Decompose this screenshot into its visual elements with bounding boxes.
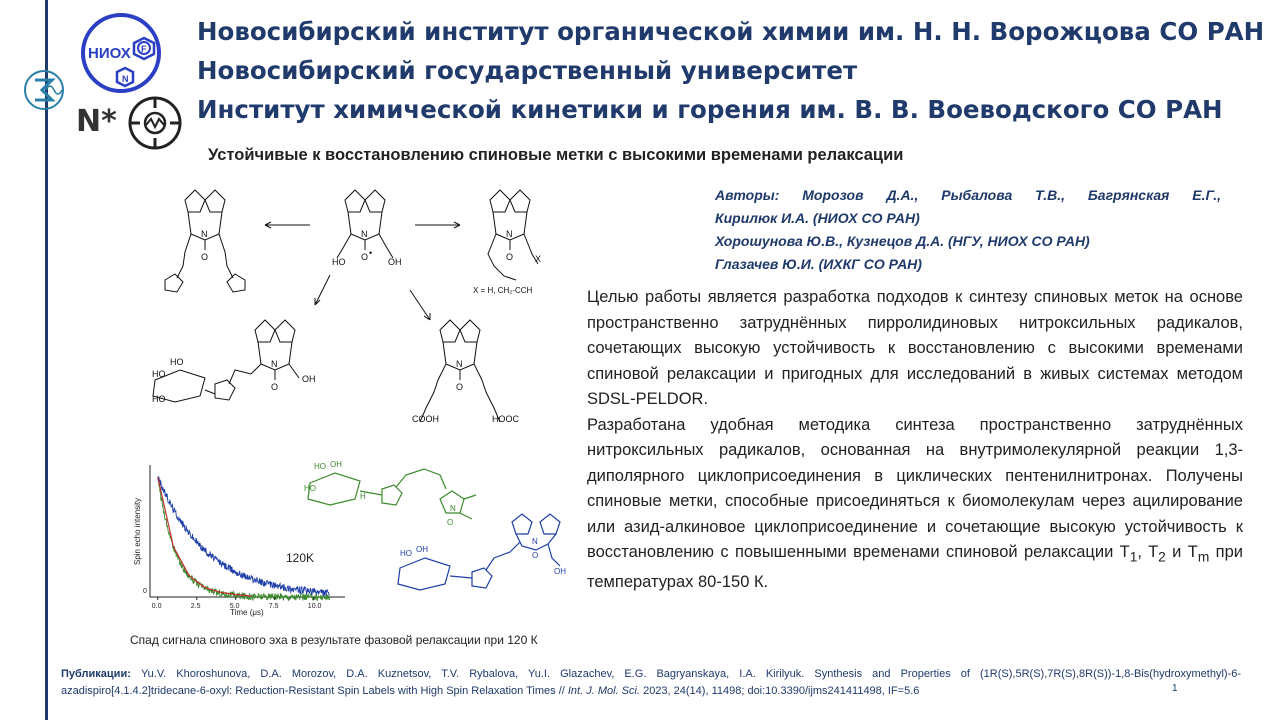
group-cooh-label: COOH [412,414,439,424]
svg-text:F: F [141,44,147,54]
green-atom-o: O [447,518,454,527]
molecule-imidazolide [165,190,245,292]
group-ho-label: HO [152,369,166,379]
blue-atom-o: O [532,551,539,560]
atom-o-label: O [271,382,279,392]
title-line-1: Новосибирский институт органической химии им. Н. Н. Ворожцова СО РАН [197,17,1265,46]
chart-y-label: Spin echo intensity [133,497,142,565]
atom-o-label: O [456,382,464,392]
x-tick-label: 7.5 [268,603,279,610]
abstract-text [587,285,1243,595]
group-ho-label: HO [170,357,184,367]
title-line-3: Институт химической кинетики и горения им. В. В. Воеводского СО РАН [197,95,1223,124]
x-tick-label: 5.0 [229,603,240,610]
green-group-ho: HO [314,462,326,471]
page-number: 1 [1172,683,1178,694]
molecule-diol [337,190,393,258]
green-group-oh: OH [330,460,342,469]
reaction-scheme [140,180,560,440]
group-ho-label: HO [332,257,346,267]
green-group-ho: HO [304,484,316,493]
publication-authors: Yu.V. Khoroshunova, D.A. Morozov, D.A. Kuznetsov, T.V. Rybalova, Yu.I. Glazachev, E.G. Bagryanskaya, I.A. Kirilyuk. Synthesis and Properties of (1R(S),5R(S),7R(S),8R(S))-1,8-Bis(hydroxymethyl)-6-azadispiro[4.1.4.2]tridecane-6-oxyl: Reduction-Resistant Spin Labels with High Spin Relaxation Times // [61,668,1241,697]
svg-text:НИОХ: НИОХ [88,45,131,62]
nioch-logo [78,12,170,94]
x-tick-label: 2.5 [190,603,201,610]
group-x-label: X [535,254,542,264]
slide-subtitle: Устойчивые к восстановлению спиновые метки с высокими временами релаксации [208,146,904,164]
atom-n-label: N [361,229,368,239]
green-group-h: H [360,492,366,501]
x-tick-label: 10.0 [307,603,322,610]
t1-symbol: $T_1$ [1119,543,1138,565]
svg-text:N: N [122,74,129,84]
green-atom-n: N [450,504,456,513]
abstract-paragraph-1: Целью работы является разработка подходов к синтезу спиновых меток на основе пространственно затруднённых пирролидиновых нитроксильных радикалов, сочетающих высокую устойчивость к восстановлению с высокими временами спиновой релаксации и пригодных для исследований в живых системах методом SDSL-PELDOR. [587,288,1243,408]
authors-block [715,184,1221,276]
x-tick-label: 0.0 [151,603,162,610]
molecule-amino-acid [420,320,500,422]
nstar-logo [76,104,117,139]
group-hooc-label: HOOC [492,414,519,424]
atom-o-label: O [506,252,514,262]
group-oh-label: OH [302,374,316,384]
authors-line-3: Хорошунова Ю.В., Кузнецов Д.А. (НГУ, НИОХ СО РАН) [715,233,1090,249]
authors-line-2: Кирилюк И.А. (НИОХ СО РАН) [715,210,920,226]
blue-group-ho: HO [400,549,412,558]
blue-group-oh: OH [554,567,566,576]
series-fit [158,477,252,596]
publication-reference [61,666,1241,700]
atom-n-label: N [201,229,208,239]
chart-x-label: Time (μs) [230,608,264,617]
molecule-propargyl [488,190,538,280]
atom-n-label: N [271,359,278,369]
blue-group-oh: OH [416,545,428,554]
paragraph-2-text: Разработана удобная методика синтеза пространственно затруднённых нитроксильных радикалов, основанная на внутримолекулярной реакции 1,3-диполярного циклоприсоединения в циклических пентенилнитронах. Получены спиновые метки, способные присоединяться к биомолекулам через ацилирование или азид-алкиновое циклоприсоединение и сочетающие высокую устойчивость к восстановлению с повышенными временами спиновой релаксации [587,415,1243,561]
atom-n-label: N [506,229,513,239]
publication-details: 2023, 24(14), 11498; doi:10.3390/ijms241411498, IF=5.6 [640,685,920,697]
tm-symbol: $T_m$ [1187,543,1210,565]
blue-structure [390,508,570,608]
blue-atom-n: N [532,537,538,546]
t2-symbol: $T_2$ [1148,543,1166,565]
y-tick-label: 0 [143,588,147,595]
group-ho-label: HO [152,394,166,404]
publication-journal: Int. J. Mol. Sci. [567,685,641,697]
institutions-title [197,12,1264,129]
atom-o-label: O [361,252,369,262]
nstar-text: N* [76,104,117,139]
atom-o-label: O [201,252,209,262]
atom-n-label: N [456,359,463,369]
authors-line-4: Глазачев Ю.И. (ИХКГ СО РАН) [715,256,922,272]
group-oh-label: OH [388,257,402,267]
x-substituent-note: X = H, CH₂-CCH [473,286,533,295]
icgk-logo [126,94,184,152]
paragraph-2-tail: при температурах 80-150 К. [587,543,1243,591]
chart-annotation: 120K [286,551,315,565]
abstract-paragraph-2: Разработана удобная методика синтеза пространственно затруднённых нитроксильных радикалов, основанная на внутримолекулярной реакции 1,3-диполярного циклоприсоединения в циклических пентенилнитронах. Получены спиновые метки, способные присоединяться к биомолекулам через ацилирование или азид-алкиновое циклоприсоединение и сочетающие высокую устойчивость к восстановлению с повышенными временами спиновой релаксации $T_1$, $T_2$ и $T_m$ при температурах 80-150 К. [587,415,1243,591]
radical-dot: • [369,248,373,258]
authors-line-1: Авторы: Морозов Д.А., Рыбалова Т.В., Багрянская Е.Г., [715,187,1221,203]
nsu-logo [22,68,66,112]
title-line-2: Новосибирский государственный университет [197,56,858,85]
publication-label: Публикации: [61,668,131,680]
figure-caption: Спад сигнала спинового эха в результате фазовой релаксации при 120 К [130,633,538,647]
